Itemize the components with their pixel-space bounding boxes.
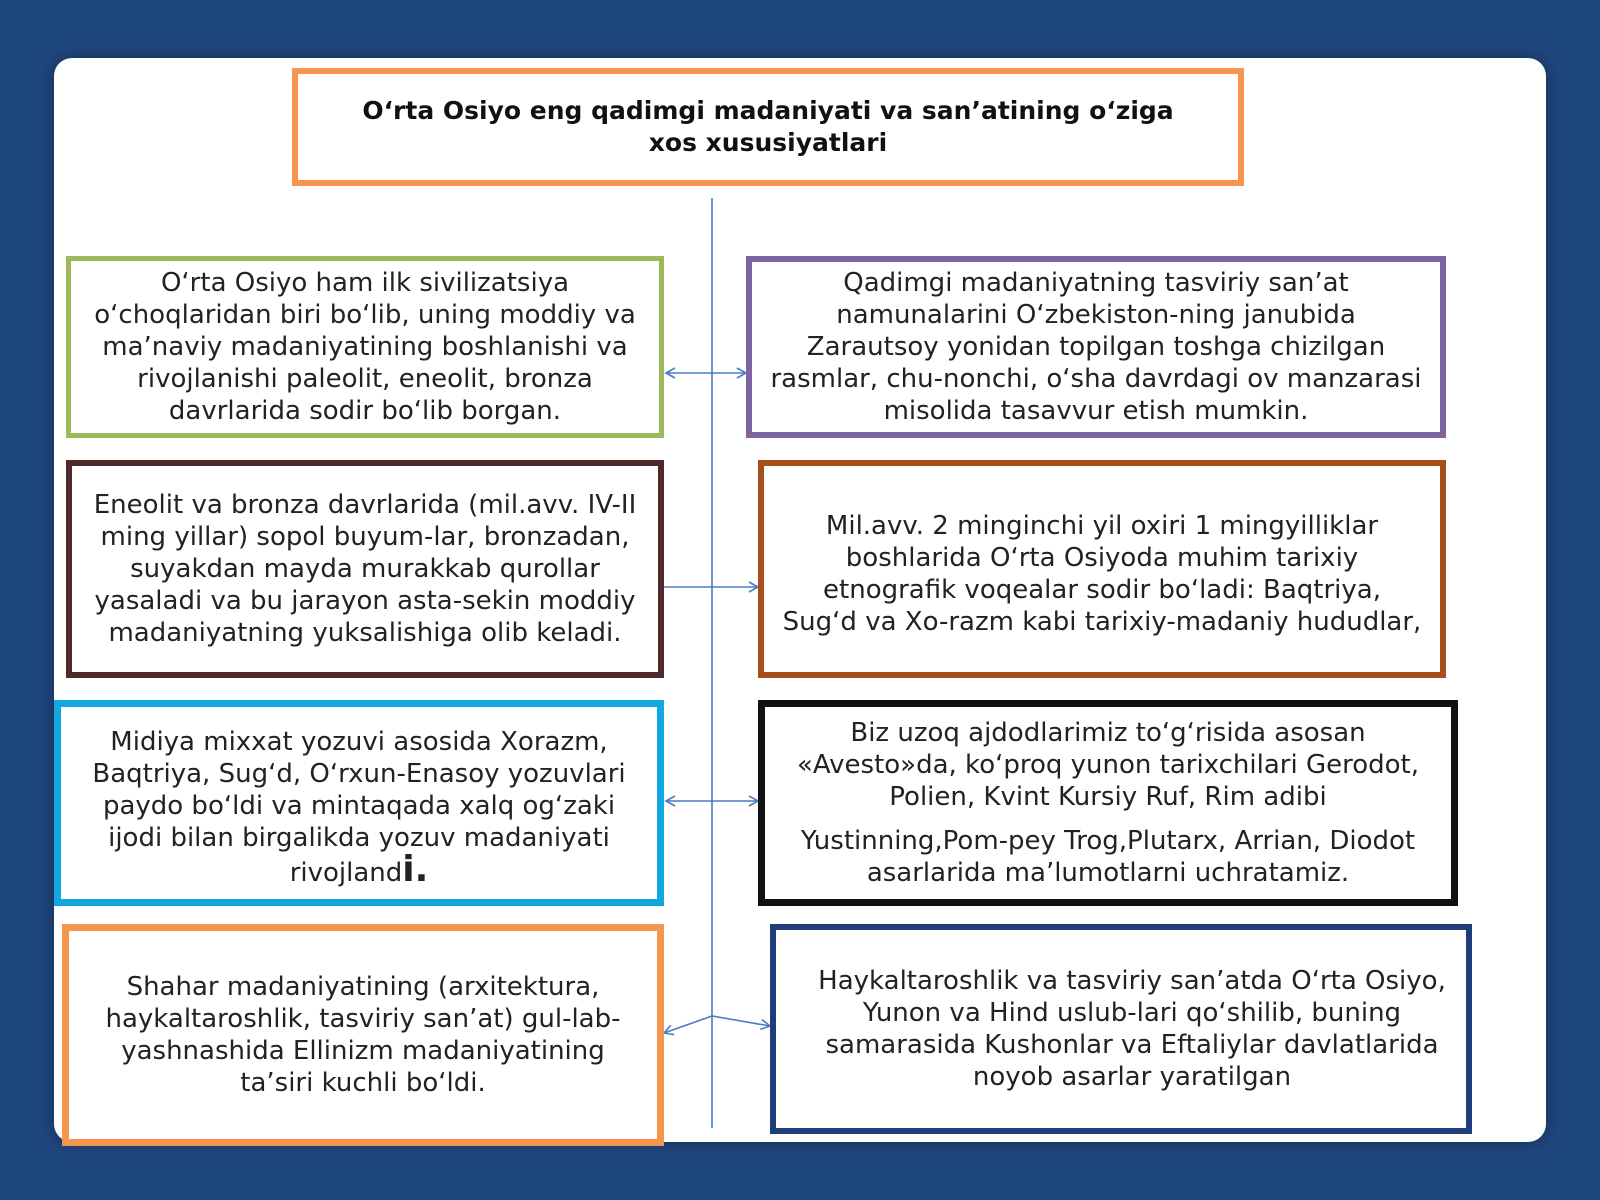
writing-culture-tail: i. [402,848,429,890]
box-historical-regions: Mil.avv. 2 minginchi yil oxiri 1 mingyilliklar boshlarida O‘rta Osiyoda muhim tarixiy etnografik voqealar sodir bo‘ladi: Baqtriya, Sug‘d va Xo-razm kabi tarixiy-madaniy hududlar, [758,460,1446,678]
box-kushan-art: Haykaltaroshlik va tasviriy san’atda O‘rta Osiyo, Yunon va Hind uslub-lari qo‘shilib, buning samarasida Kushonlar va Eftaliylar davlatlarida noyob asarlar yaratilgan [770,924,1472,1134]
ancient-sources-text-2: Plutarx, Arrian, Diodot asarlarida ma’lumotlarni uchratamiz. [866,826,1416,888]
box-ancient-sources [758,700,1458,906]
box-hellenism-influence: Shahar madaniyatining (arxitektura, haykaltaroshlik, tasviriy san’at) gul-lab-yashnashida Ellinizm madaniyatining ta’siri kuchli bo‘ldi. [62,924,664,1146]
angled-arrow-row4 [664,1016,770,1033]
box-zarautsoy-rock-art: Qadimgi madaniyatning tasviriy san’at namunalarini O‘zbekiston-ning janubida Zarautsoy yonidan topilgan toshga chizilgan rasmlar, chu-nonchi, o‘sha davrdagi ov manzarasi misolida tasavvur etish mumkin. [746,256,1446,438]
box-writing-culture [54,700,664,906]
box-early-civilization: O‘rta Osiyo ham ilk sivilizatsiya o‘choqlaridan biri bo‘lib, uning moddiy va ma’naviy madaniyatining boshlanishi va rivojlanishi paleolit, eneolit, bronza davrlarida sodir bo‘lib borgan. [66,256,664,438]
ancient-sources-text-1: Biz uzoq ajdodlarimiz to‘g‘risida asosan «Avesto»da, ko‘proq yunon tarixchilari Gerodot, Polien, Kvint Kursiy Ruf, Rim adibi Yustinning,Pom-pey Trog, [796,718,1419,856]
box-eneolithic-bronze-age: Eneolit va bronza davrlarida (mil.avv. IV-II ming yillar) sopol buyum-lar, bronzadan, suyakdan mayda murakkab qurollar yasaladi va bu jarayon asta-sekin moddiy madaniyatning yuksalishiga olib keladi. [66,460,664,678]
writing-culture-text: Midiya mixxat yozuvi asosida Xorazm, Baqtriya, Sug‘d, O‘rxun-Enasoy yozuvlari paydo bo‘ldi va mintaqada xalq og‘zaki ijodi bilan birgalikda yozuv madaniyati rivojland [92,726,626,888]
diagram-title: O‘rta Osiyo eng qadimgi madaniyati va san’atining o‘ziga xos xususiyatlari [292,68,1244,186]
